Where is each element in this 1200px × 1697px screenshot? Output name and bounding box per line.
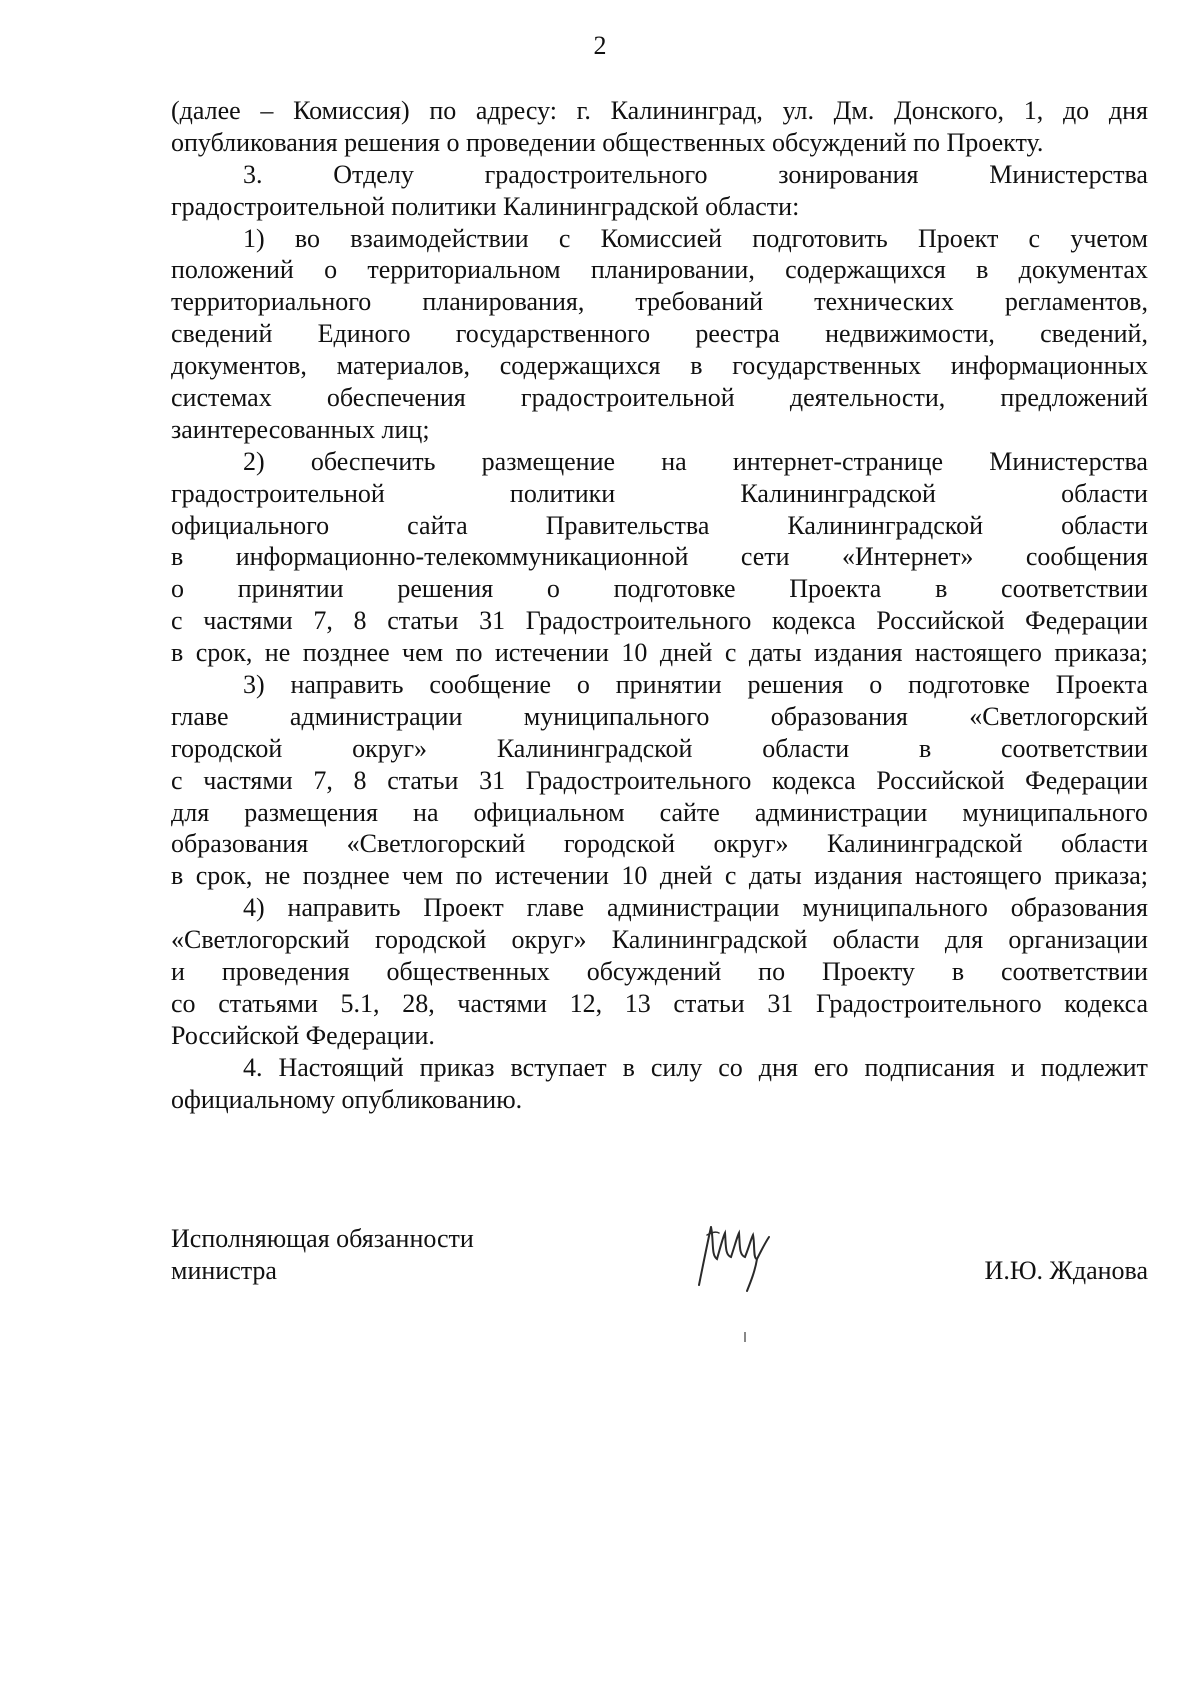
word: Проект — [918, 223, 999, 253]
word: частями — [203, 765, 293, 795]
word: 10 — [621, 861, 648, 891]
word: г. — [576, 96, 591, 125]
word: Министерства — [989, 159, 1148, 189]
word: Калининградской — [740, 478, 936, 508]
word: 8 — [353, 765, 367, 795]
text-line — [171, 701, 1148, 733]
word: статьями — [218, 988, 318, 1018]
text-line — [171, 669, 1148, 701]
word: администрации — [754, 797, 928, 827]
word: дня — [1108, 96, 1148, 125]
word: государственных — [732, 351, 922, 381]
word: срок, — [195, 638, 253, 668]
word: Настоящий — [278, 1052, 404, 1082]
word: главе — [171, 701, 229, 731]
word: позднее — [302, 861, 390, 891]
text-line — [171, 988, 1148, 1020]
text-line: Российской Федерации. — [171, 1020, 435, 1050]
word: частями — [457, 988, 547, 1018]
word: Калининградской — [787, 510, 984, 540]
word: в — [171, 542, 184, 572]
word: государственного — [455, 319, 651, 349]
page-number: 2 — [593, 31, 607, 60]
text-line — [171, 605, 1148, 637]
word: деятельности, — [789, 383, 946, 413]
word: системах — [171, 383, 272, 413]
word: Градостроительного — [815, 988, 1042, 1018]
text-line — [171, 828, 1148, 860]
word: сообщение — [429, 670, 552, 700]
word: приказа; — [1054, 638, 1148, 668]
word: настоящего — [914, 861, 1042, 891]
word: недвижимости, — [825, 319, 995, 349]
word: сведений, — [1040, 319, 1148, 349]
word: направить — [290, 670, 404, 700]
word: соответствии — [1001, 733, 1148, 763]
word: политики — [509, 478, 616, 508]
word: статьи — [387, 765, 459, 795]
word: Градостроительного — [525, 765, 752, 795]
word: по — [455, 638, 483, 668]
word: истечении — [494, 861, 609, 891]
word: технических — [814, 287, 954, 317]
word: администрации — [289, 701, 463, 731]
text-line — [171, 733, 1148, 765]
word: учетом — [1070, 223, 1148, 253]
text-line — [171, 254, 1148, 286]
word: настоящего — [914, 638, 1042, 668]
word: подписания — [864, 1052, 995, 1082]
word: его — [813, 1052, 849, 1082]
word: реестра — [695, 319, 780, 349]
word: «Светлогорский — [969, 701, 1148, 731]
word: требований — [635, 287, 764, 317]
word: 5.1, — [340, 988, 380, 1018]
word: Донского, — [894, 96, 1005, 125]
word: позднее — [302, 638, 390, 668]
word: с — [724, 638, 737, 668]
word: на — [661, 446, 687, 476]
word: сайте — [659, 797, 720, 827]
word: 10 — [621, 638, 648, 668]
text-line: заинтересованных лиц; — [171, 414, 430, 444]
word: со — [718, 1052, 743, 1082]
word: Проекта — [1055, 670, 1148, 700]
text-line — [171, 159, 1148, 191]
word: подлежит — [1040, 1052, 1148, 1082]
word: 7, — [313, 765, 333, 795]
word: во — [294, 223, 321, 253]
word: кодекса — [772, 606, 856, 636]
word: Единого — [317, 319, 411, 349]
word: кодекса — [1064, 988, 1148, 1018]
word: Проекту — [821, 957, 915, 987]
word: главе — [526, 893, 585, 923]
word: статьи — [387, 606, 459, 636]
word: по — [429, 96, 457, 125]
word: Проект — [423, 893, 504, 923]
word: Калининградской — [496, 733, 693, 763]
word: по — [758, 957, 786, 987]
signature-block — [171, 1223, 1148, 1333]
word: 7, — [313, 606, 333, 636]
word: городской — [375, 925, 487, 955]
word: 4. — [243, 1052, 263, 1082]
word: городской — [563, 829, 676, 859]
word: документов, — [171, 351, 307, 381]
text-line: официальному опубликованию. — [171, 1084, 523, 1114]
word: «Интернет» — [842, 542, 974, 572]
word: и — [1010, 1052, 1025, 1082]
text-line — [171, 286, 1148, 318]
word: проведения — [221, 957, 350, 987]
document-body — [171, 95, 1148, 1116]
word: решения — [397, 574, 494, 604]
word: «Светлогорский — [171, 925, 350, 955]
word: направить — [287, 893, 401, 923]
word: размещения — [244, 797, 378, 827]
word: сайта — [407, 510, 468, 540]
word: образования — [770, 701, 908, 731]
word: территориального — [171, 287, 372, 317]
word: образования — [171, 829, 309, 859]
word: округ» — [713, 829, 789, 859]
word: Министерства — [989, 446, 1148, 476]
word: организации — [1008, 925, 1148, 955]
word: взаимодействии — [350, 223, 529, 253]
word: официального — [171, 510, 330, 540]
word: о — [324, 255, 338, 285]
word: информационно-телекоммуникационной — [235, 542, 689, 572]
word: округ» — [511, 925, 587, 955]
word: Проекта — [789, 574, 882, 604]
word: кодекса — [772, 765, 856, 795]
word: градостроительной — [171, 478, 385, 508]
word: частями — [203, 606, 293, 636]
word: округ» — [352, 733, 428, 763]
word: с — [171, 606, 183, 636]
text-line — [171, 892, 1148, 924]
word: области — [1061, 510, 1148, 540]
text-line — [171, 350, 1148, 382]
text-line — [171, 318, 1148, 350]
word: не — [264, 861, 291, 891]
word: соответствии — [1000, 957, 1148, 987]
word: области — [1061, 478, 1148, 508]
text-line — [171, 510, 1148, 542]
word: со — [171, 988, 196, 1018]
word: на — [413, 797, 439, 827]
word: по — [455, 861, 483, 891]
word: градостроительного — [484, 159, 708, 189]
word: официальном — [473, 797, 625, 827]
signatory-position-line-1: Исполняющая обязанности — [171, 1224, 474, 1253]
signatory-name: И.Ю. Жданова — [984, 1256, 1148, 1285]
word: – — [260, 96, 274, 125]
word: принятии — [237, 574, 344, 604]
word: планировании, — [590, 255, 755, 285]
text-line — [171, 478, 1148, 510]
word: подготовке — [613, 574, 736, 604]
text-line — [171, 797, 1148, 829]
word: Российской — [876, 765, 1005, 795]
word: для — [171, 797, 210, 827]
word: информационных — [950, 351, 1148, 381]
word: (далее — [171, 96, 241, 125]
word: Федерации — [1025, 606, 1148, 636]
word: 12, — [569, 988, 603, 1018]
word: содержащихся — [785, 255, 946, 285]
word: Комиссией — [600, 223, 723, 253]
word: интернет-странице — [732, 446, 944, 476]
word: 3) — [243, 670, 265, 700]
text-line — [171, 95, 1148, 127]
word: 1) — [243, 223, 265, 253]
word: в — [622, 1052, 635, 1082]
word: до — [1062, 96, 1090, 125]
word: территориальном — [367, 255, 561, 285]
text-line — [171, 956, 1148, 988]
word: с — [171, 765, 183, 795]
scan-speck — [744, 1332, 746, 1342]
text-line — [171, 860, 1148, 892]
word: статьи — [673, 988, 745, 1018]
word: с — [558, 223, 571, 253]
word: приказ — [419, 1052, 495, 1082]
word: обсуждений — [586, 957, 722, 987]
word: предложений — [1000, 383, 1148, 413]
word: Российской — [876, 606, 1005, 636]
word: 8 — [353, 606, 367, 636]
handwritten-signature — [681, 1215, 791, 1295]
word: 4) — [243, 893, 265, 923]
word: 2) — [243, 446, 265, 476]
word: содержащихся — [499, 351, 661, 381]
text-line — [171, 382, 1148, 414]
word: вступает — [510, 1052, 607, 1082]
text-line — [171, 765, 1148, 797]
word: 31 — [479, 606, 506, 636]
word: в — [171, 638, 184, 668]
word: 13 — [624, 988, 651, 1018]
word: 1, — [1023, 96, 1044, 125]
word: городской — [171, 733, 283, 763]
text-line — [171, 637, 1148, 669]
word: дней — [659, 861, 713, 891]
signatory-position — [171, 1223, 474, 1287]
word: регламентов, — [1004, 287, 1148, 317]
word: области — [1061, 829, 1148, 859]
word: области — [832, 925, 920, 955]
word: Градостроительного — [525, 606, 752, 636]
word: с — [1028, 223, 1041, 253]
word: истечении — [494, 638, 609, 668]
word: соответствии — [1001, 574, 1148, 604]
word: и — [171, 957, 185, 987]
word: издания — [814, 638, 903, 668]
text-line: градостроительной политики Калининградской области: — [171, 191, 800, 221]
signatory-position-line-2: министра — [171, 1255, 277, 1285]
word: Дм. — [833, 96, 875, 125]
text-line — [171, 223, 1148, 255]
word: о — [576, 670, 590, 700]
word: о — [869, 670, 883, 700]
word: сообщения — [1025, 542, 1148, 572]
word: подготовить — [752, 223, 888, 253]
word: Правительства — [545, 510, 710, 540]
word: зонирования — [778, 159, 919, 189]
word: о — [546, 574, 560, 604]
word: Комиссия) — [293, 96, 410, 125]
text-line — [171, 924, 1148, 956]
word: в — [935, 574, 948, 604]
word: муниципального — [523, 701, 710, 731]
word: чем — [402, 861, 444, 891]
word: образования — [1010, 893, 1148, 923]
word: обеспечения — [326, 383, 466, 413]
word: Калининградской — [611, 925, 808, 955]
word: о — [171, 574, 184, 604]
word: Калининград, — [610, 96, 763, 125]
word: администрации — [606, 893, 780, 923]
word: градостроительной — [520, 383, 735, 413]
word: подготовке — [908, 670, 1030, 700]
word: в — [951, 957, 965, 987]
word: «Светлогорский — [346, 829, 526, 859]
word: планирования, — [422, 287, 585, 317]
word: муниципального — [802, 893, 988, 923]
word: силу — [650, 1052, 703, 1082]
word: Федерации — [1025, 765, 1148, 795]
word: 31 — [479, 765, 506, 795]
word: адресу: — [475, 96, 557, 125]
word: для — [944, 925, 984, 955]
word: 31 — [767, 988, 794, 1018]
text-line: опубликования решения о проведении общественных обсуждений по Проекту. — [171, 127, 1044, 157]
word: в — [976, 255, 989, 285]
word: чем — [402, 638, 444, 668]
word: с — [724, 861, 737, 891]
word: положений — [171, 255, 294, 285]
word: даты — [748, 861, 802, 891]
word: решения — [747, 670, 844, 700]
word: в — [171, 861, 184, 891]
text-line — [171, 446, 1148, 478]
word: в — [690, 351, 703, 381]
word: срок, — [195, 861, 253, 891]
word: муниципального — [962, 797, 1148, 827]
word: 28, — [402, 988, 435, 1018]
word: дней — [659, 638, 713, 668]
word: не — [264, 638, 291, 668]
word: дня — [758, 1052, 798, 1082]
text-line — [171, 573, 1148, 605]
word: сети — [740, 542, 790, 572]
word: Отделу — [333, 159, 414, 189]
text-line — [171, 1052, 1148, 1084]
word: издания — [814, 861, 903, 891]
word: общественных — [386, 957, 550, 987]
word: материалов, — [336, 351, 471, 381]
word: 3. — [243, 159, 263, 189]
word: принятии — [615, 670, 722, 700]
word: приказа; — [1054, 861, 1148, 891]
word: ул. — [782, 96, 814, 125]
word: обеспечить — [310, 446, 436, 476]
word: размещение — [481, 446, 616, 476]
word: области — [762, 733, 850, 763]
word: в — [918, 733, 932, 763]
word: Калининградской — [826, 829, 1023, 859]
word: даты — [748, 638, 802, 668]
word: документах — [1018, 255, 1148, 285]
word: сведений — [171, 319, 273, 349]
text-line — [171, 541, 1148, 573]
